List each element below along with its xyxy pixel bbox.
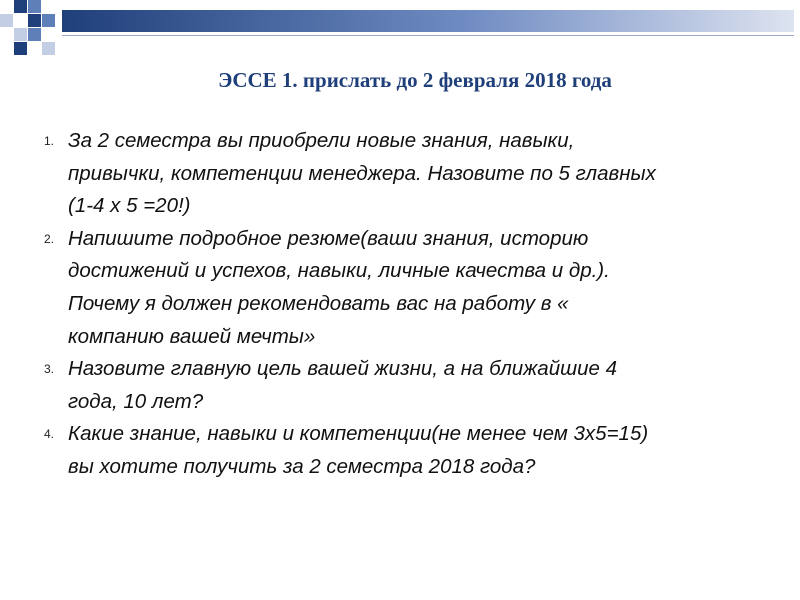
list-item-number: 3. <box>44 362 55 377</box>
list-item-line: достижений и успехов, навыки, личные качества и др.). <box>68 259 610 283</box>
list-item <box>44 353 780 418</box>
list-item <box>44 418 780 483</box>
list-item-line: Назовите главную цель вашей жизни, а на ближайшие 4 <box>68 357 618 381</box>
list-item <box>44 125 780 223</box>
task-list <box>44 125 780 484</box>
list-item-line: года, 10 лет? <box>68 389 204 413</box>
decorative-squares <box>0 0 60 60</box>
list-item-line: (1-4 х 5 =20!) <box>68 194 191 218</box>
header-divider <box>62 35 794 36</box>
slide-title: ЭССЕ 1. прислать до 2 февраля 2018 года <box>218 68 612 92</box>
list-item-line: За 2 семестра вы приобрели новые знания, навыки, <box>68 129 575 152</box>
list-item-line: вы хотите получить за 2 семестра 2018 года? <box>68 454 536 478</box>
list-item-line: Напишите подробное резюме(ваши знания, историю <box>68 226 589 250</box>
list-item <box>44 223 780 353</box>
list-item-line: Почему я должен рекомендовать вас на работу в « <box>68 291 569 315</box>
list-item-line: привычки, компетенции менеджера. Назовите по 5 главных <box>68 161 656 185</box>
list-item-number: 1. <box>44 134 55 148</box>
list-item-number: 2. <box>44 231 55 246</box>
list-item-number: 4. <box>44 427 55 442</box>
list-item-line: Какие знание, навыки и компетенции(не менее чем 3х5=15) <box>68 422 649 446</box>
list-item-line: компанию вашей мечты» <box>68 324 316 348</box>
header-gradient-bar <box>62 10 794 32</box>
